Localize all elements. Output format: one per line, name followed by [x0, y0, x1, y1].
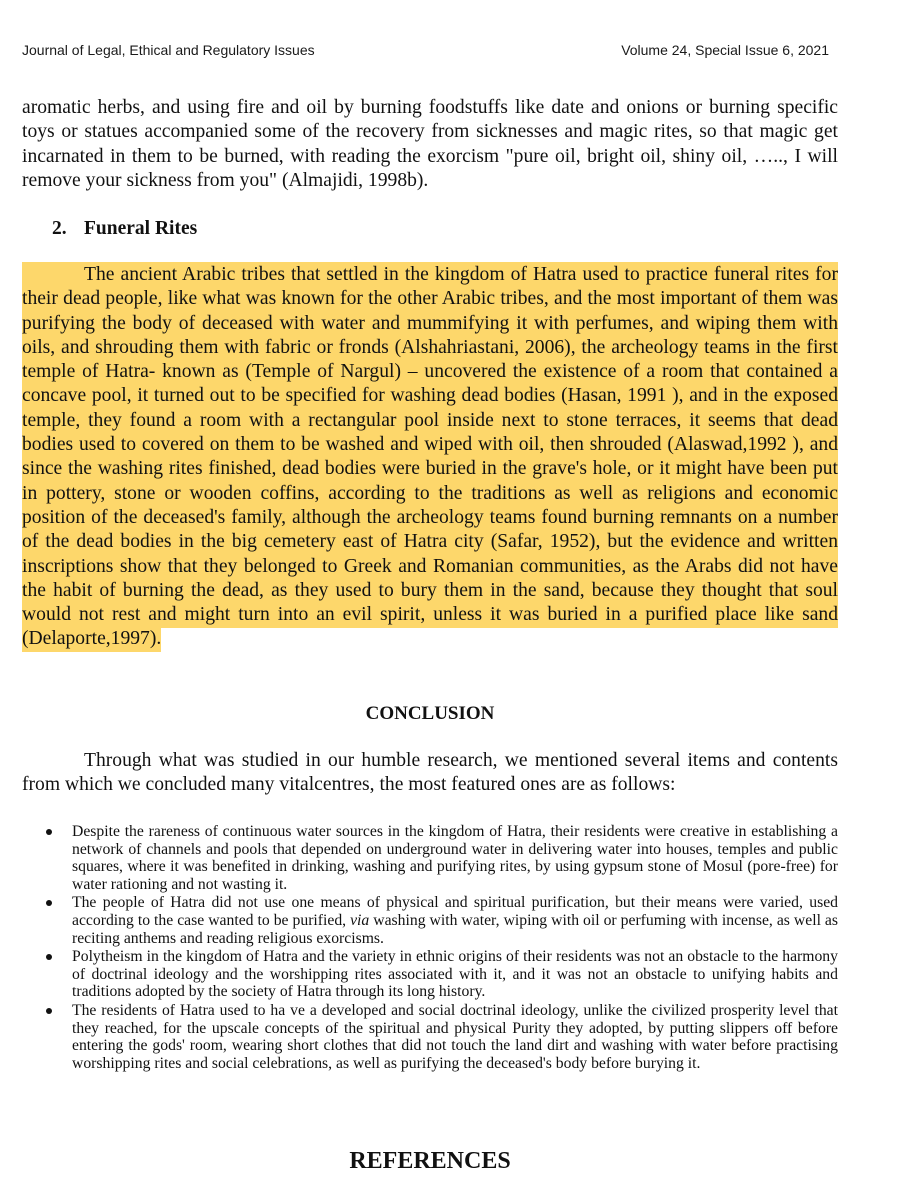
- page-header: [22, 42, 829, 58]
- funeral-rites-text: The ancient Arabic tribes that settled in the kingdom of Hatra used to practice funeral rites for their dead people, like what was known for the other Arabic tribes, and the most important of them was purifying the body of deceased with water and mummifying it with perfumes, and wiping them with oils, and shrouding them with fabric or fronds (Alshahriastani, 2006), the archeology teams in the first temple of Hatra- known as (Temple of Nargul) – uncovered the existence of a room that contained a concave pool, it turned out to be specified for washing dead bodies (Hasan, 1991 ), and in the exposed temple, they found a room with a rectangular pool inside next to stone terraces, it seems that dead bodies used to covered on them to be washed and wiped with oil, then shrouded (Alaswad,1992 ), and since the washing rites finished, dead bodies were buried in the grave's hole, or it might have been put in pottery, stone or wooden coffins, according to the traditions as well as religions and economic position of the deceased's family, although the archeology teams found burning remnants on a number of the dead bodies in the big cemetery east of Hatra city (Safar, 1952), but the evidence and written inscriptions show that they belonged to Greek and Romanian communities, as the Arabs did not have the habit of burning the dead, as they used to bury them in the sand, because they thought that soul would not rest and might turn into an evil spirit, unless it was buried in a purified place like sand (Delaporte,1997).: [22, 264, 838, 650]
- funeral-rites-paragraph: [22, 263, 838, 652]
- list-item: [22, 948, 838, 1001]
- bullet-icon: [46, 829, 52, 835]
- volume-info: Volume 24, Special Issue 6, 2021: [621, 42, 829, 58]
- list-item: [22, 1002, 838, 1072]
- bullet-icon: [46, 954, 52, 960]
- bullet-text: Despite the rareness of continuous water sources in the kingdom of Hatra, their residents were creative in establishing a network of channels and pools that depended on underground water in delivering water into houses, temples and public squares, where it was benefited in drinking, washing and purifying rites, by using gypsum stone of Mosul (pore-free) for water rationing and not wasting it.: [72, 823, 838, 893]
- conclusion-paragraph: [22, 749, 838, 798]
- bullet-icon: [46, 900, 52, 906]
- bullet-text-continued: washing with water, wiping with oil or perfuming with incense, as well as reciting anthems and reading religious exorcisms.: [72, 911, 838, 947]
- bullet-text: Polytheism in the kingdom of Hatra and the variety in ethnic origins of their residents was not an obstacle to the harmony of doctrinal ideology and the worshipping rites associated with it, and it was not an obstacle to unifying habits and traditions adopted by the society of Hatra through its long history.: [72, 948, 838, 1001]
- journal-title: Journal of Legal, Ethical and Regulatory Issues: [22, 42, 315, 58]
- section-title: Funeral Rites: [84, 218, 198, 239]
- bullet-text: The people of Hatra did not use one means of physical and spiritual purification, but their means were varied, used according to the case wanted to be purified,: [72, 894, 838, 929]
- highlighted-text: [22, 262, 838, 652]
- section-heading: [52, 218, 197, 240]
- conclusion-text: Through what was studied in our humble research, we mentioned several items and contents from which we concluded many vitalcentres, the most featured ones are as follows:: [22, 750, 838, 796]
- bullet-icon: [46, 1008, 52, 1014]
- bullet-italic-text: via: [350, 911, 370, 929]
- list-item: [22, 823, 838, 893]
- conclusion-heading: CONCLUSION: [365, 703, 495, 724]
- bullet-text: The residents of Hatra used to ha ve a developed and social doctrinal ideology, unlike the civilized prosperity level that they reached, for the upscale concepts of the spiritual and physical Purity they adopted, by putting slippers off before entering the gods' room, wearing short clothes that did not touch the land dirt and washing with water before practising worshipping rites and social celebrations, as well as purifying the deceased's body before burying it.: [72, 1001, 838, 1072]
- conclusion-bullet-list: [22, 823, 838, 1073]
- intro-paragraph: aromatic herbs, and using fire and oil by burning foodstuffs like date and onions or burning specific toys or statues accompanied some of the recovery from sicknesses and magic rites, so that magic get incarnated in them to be burned, with reading the exorcism "pure oil, bright oil, shiny oil, ….., I will remove your sickness from you" (Almajidi, 1998b).: [22, 97, 838, 191]
- section-number: 2.: [52, 218, 67, 239]
- references-heading: REFERENCES: [349, 1148, 511, 1174]
- list-item: [22, 894, 838, 947]
